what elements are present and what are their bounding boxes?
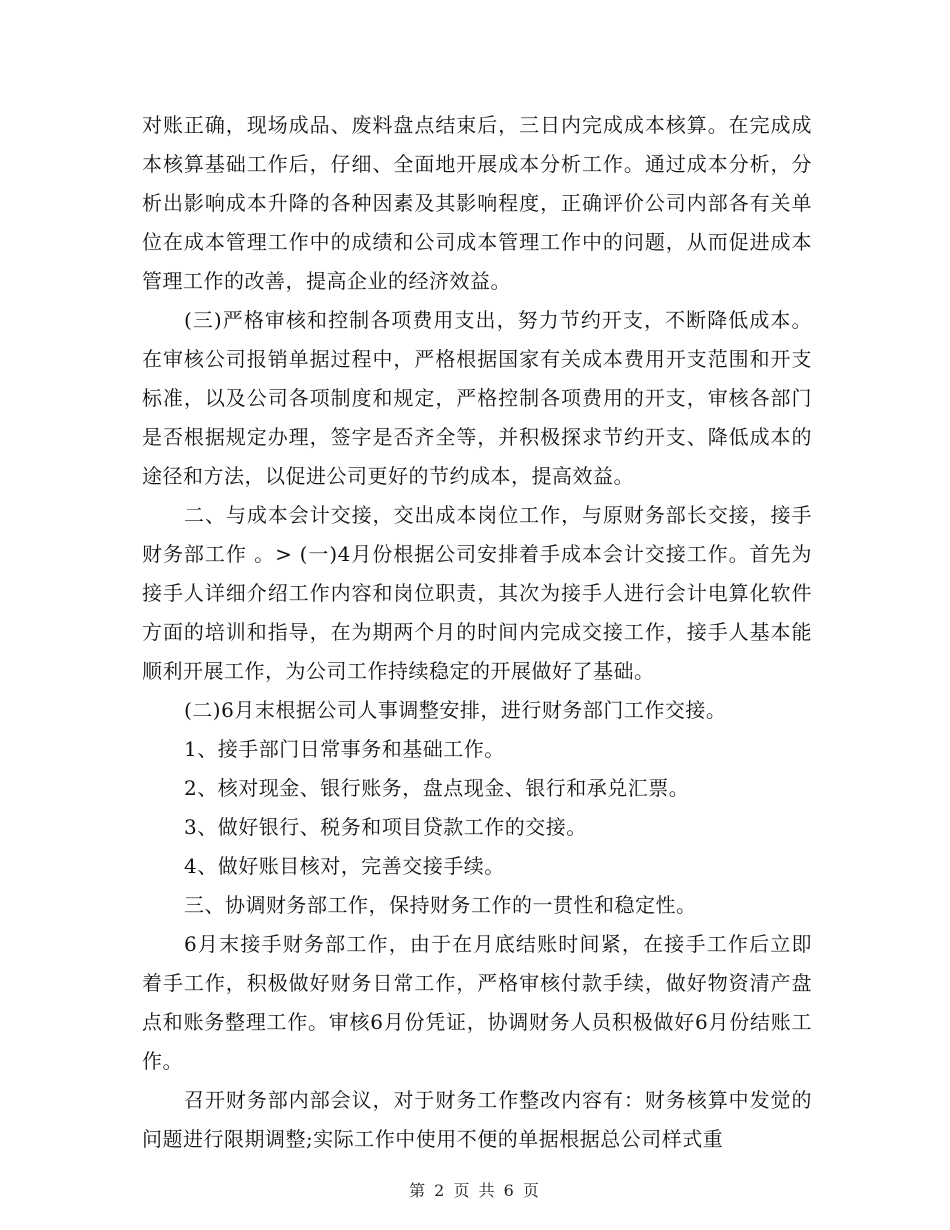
paragraph-internal-meeting: 召开财务部内部会议，对于财务工作整改内容有：财务核算中发觉的问题进行限期调整;实际工作中使用不便的单据根据总公司样式重 [142, 1088, 812, 1151]
paragraph-handover-cost-accounting: 二、与成本会计交接，交出成本岗位工作，与原财务部长交接，接手财务部工作 。> (一)4月份根据公司安排着手成本会计交接工作。首先为接手人详细介绍工作内容和岗位职责，其次为接手人进行会计电算化软件方面的培训和指导，在为期两个月的时间内完成交接工作，接手人基本能顺利开展工作，为公司工作持续稳定的开展做好了基础。 [142, 503, 812, 683]
paragraph-expense-control: (三)严格审核和控制各项费用支出，努力节约开支，不断降低成本。在审核公司报销单据过程中，严格根据国家有关成本费用开支范围和开支标准，以及公司各项制度和规定，严格控制各项费用的开支，审核各部门是否根据规定办理，签字是否齐全等，并积极探求节约开支、降低成本的途径和方法，以促进公司更好的节约成本，提高效益。 [142, 308, 812, 488]
document-body [142, 106, 812, 1159]
paragraph-finance-handover: (二)6月末根据公司人事调整安排，进行财务部门工作交接。 [184, 698, 727, 722]
page-number-footer: 第 2 页 共 6 页 [409, 1181, 541, 1200]
list-item-daily-affairs: 1、接手部门日常事务和基础工作。 [184, 737, 505, 761]
list-item-bank-tax-loan: 3、做好银行、税务和项目贷款工作的交接。 [184, 815, 587, 839]
paragraph-june-takeover: 6月末接手财务部工作，由于在月底结账时间紧，在接手工作后立即着手工作，积极做好财务日常工作，严格审核付款手续，做好物资清产盘点和账务整理工作。审核6月份凭证，协调财务人员积极做好6月份结账工作。 [142, 932, 812, 1073]
paragraph-cost-analysis: 对账正确，现场成品、废料盘点结束后，三日内完成成本核算。在完成成本核算基础工作后，仔细、全面地开展成本分析工作。通过成本分析，分析出影响成本升降的各种因素及其影响程度，正确评价公司内部各有关单位在成本管理工作中的成绩和公司成本管理工作中的问题，从而促进成本管理工作的改善，提高企业的经济效益。 [142, 113, 812, 293]
list-item-account-reconciliation: 4、做好账目核对，完善交接手续。 [184, 854, 505, 878]
list-item-cash-bank-check: 2、核对现金、银行账务，盘点现金、银行和承兑汇票。 [184, 776, 690, 800]
paragraph-section-three-heading: 三、协调财务部工作，保持财务工作的一贯性和稳定性。 [184, 893, 697, 917]
